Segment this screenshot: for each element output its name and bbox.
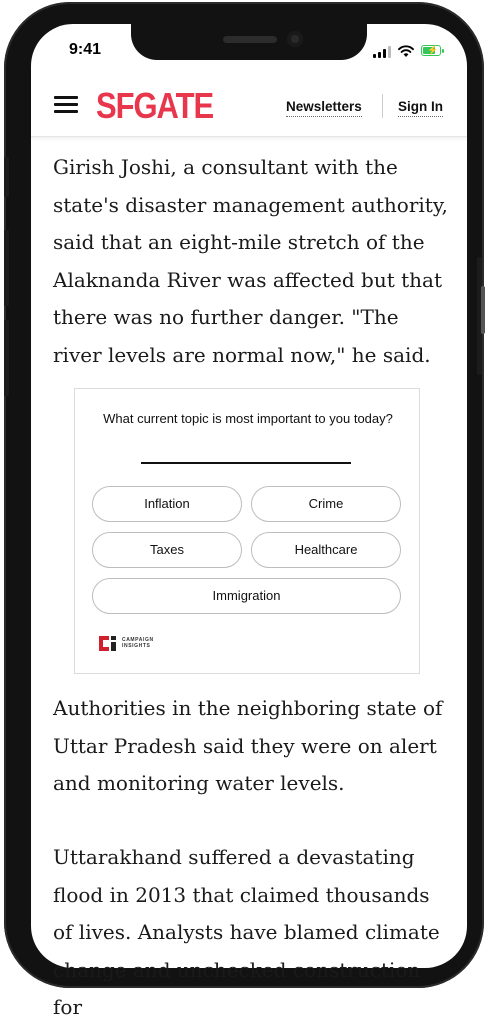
article-paragraph: Uttarakhand suffered a devastating flood in 2013 that claimed thousands of lives. Analysts have blamed climate change and unchecked construction for: [53, 845, 440, 1019]
sfgate-logo[interactable]: SFGATE: [96, 85, 214, 126]
poll-option-healthcare[interactable]: Healthcare: [251, 532, 401, 568]
site-header: [31, 68, 467, 137]
scrollbar-thumb[interactable]: [481, 286, 485, 334]
wifi-icon: [398, 44, 414, 58]
poll-option-inflation[interactable]: Inflation: [92, 486, 242, 522]
article-paragraph: Authorities in the neighboring state of Uttar Pradesh said they were on alert and monitoring water levels.: [53, 696, 443, 795]
silent-switch: [4, 157, 9, 197]
notch: [131, 24, 367, 60]
status-bar: [31, 24, 467, 68]
article-paragraph: Girish Joshi, a consultant with the state's disaster management authority, said that an eight-mile stretch of the Alaknanda River was affected but that there was no further danger. "The river levels are normal now," he said.: [53, 155, 448, 367]
poll-option-immigration[interactable]: Immigration: [92, 578, 401, 614]
battery-charging-icon: ⚡: [421, 45, 441, 56]
front-camera: [287, 31, 303, 47]
status-time: 9:41: [69, 41, 102, 58]
campaign-insights-text: CAMPAIGN INSIGHTS: [122, 637, 154, 649]
header-divider: [382, 94, 383, 118]
poll-widget: [74, 388, 420, 674]
volume-down-button: [4, 320, 9, 396]
speaker-grille: [223, 36, 277, 43]
sign-in-link[interactable]: Sign In: [398, 99, 443, 117]
poll-divider: [141, 462, 351, 464]
newsletters-link[interactable]: Newsletters: [286, 99, 362, 117]
poll-option-taxes[interactable]: Taxes: [92, 532, 242, 568]
cellular-signal-icon: [373, 46, 393, 58]
phone-frame: [4, 2, 484, 1019]
poll-question: What current topic is most important to you today?: [103, 411, 393, 426]
menu-icon[interactable]: [54, 96, 78, 114]
campaign-insights-icon: [98, 634, 117, 653]
volume-up-button: [4, 230, 9, 306]
phone-screen: [31, 24, 467, 1019]
poll-option-crime[interactable]: Crime: [251, 486, 401, 522]
